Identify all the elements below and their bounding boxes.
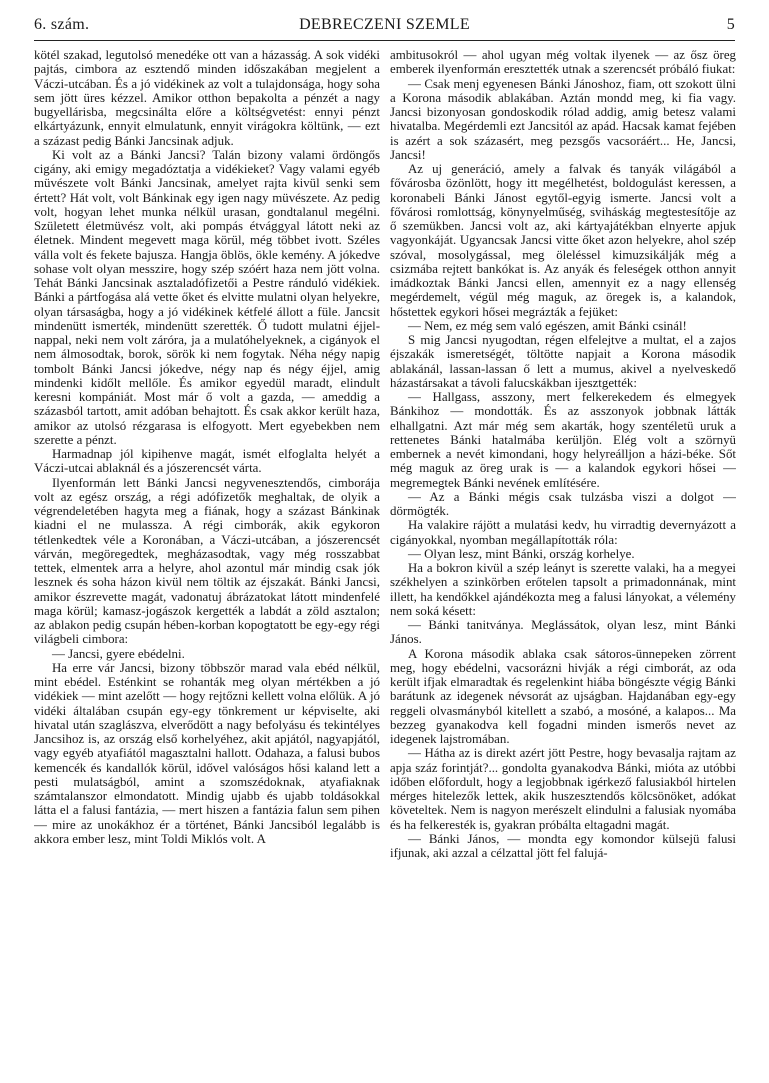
paragraph: — Bánki János, — mondta egy komondor külsejü falusi ifjunak, aki azzal a célzattal jött fel falujá- [390, 831, 736, 860]
right-column [390, 48, 736, 1078]
issue-number: 6. szám. [34, 16, 90, 33]
paragraph: — Nem, ez még sem való egészen, amit Bánki csinál! [408, 318, 687, 333]
paragraph: Ilyenformán lett Bánki Jancsi negyvenesztendős, cimborája volt az egész ország, a régi adófizetők meghaltak, de olyik a végrendeletében hagyta meg a fiának, hogy a százast Bánkinak kiadni el ne mulassza. A régi cimborák, akik egykoron tétlenkedtek véle a Koronában, a Váczi-utcában, a jószerencsét várván, megöregedtek, megházasodtak, vagy még rosszabbat tettek, elmentek arra a helyre, ahol azontul már mindig csak jók lesznek és soha házon kivül nem töltik az éjszakát. Bánki Jancsi, amikor észrevette magát, vadonatuj ábrázatokat látott mindenfelé maga körül; kamasz-jogászok kergették a labdát a zöld asztalon; az ablakon pedig csupán hében-korban kopogtatott be egy-egy régi világbeli cimbora: [34, 475, 380, 647]
page-header [34, 12, 735, 41]
left-column [34, 48, 380, 1078]
paragraph: Az uj generáció, amely a falvak és tanyák világából a fővárosba özönlött, hogy itt megélhetést, boldogulást keressen, a koronabeli Bánki Jánost egytől-egyig ismerte. Jancsi volt a fővárosi romlottság, könynyelműség, sviháskág megtestesítője az ő szemükben. Jancsi volt az, aki kártyajátékban elnyerte apjuk vagyonkáját. Ugyancsak Jancsi vitte őket azon helyekre, ahol szép szóval, mosolygással, meg öleléssel kimuzsikálják még a csizmába rejtett bankókat is. Az anyák és feleségek otthon annyit imádkoztak Bánki Jancsi ellen, amennyit ez a nagy ellenség megérdemelt, végül még maguk, az öregek is, a kalandok, hőstettek egykori hősei megrázták a fejüket: [390, 162, 736, 319]
paragraph: — Jancsi, gyere ebédelni. [52, 646, 185, 661]
paragraph: A Korona második ablaka csak sátoros-ünnepeken zörrent meg, hogy ebédelni, vacsorázni hivják a régi cimborát, az oda került ifjak elmaradtak és regelenkint hiába böngészte végig Bánki barátunk az idegenek névsorát az ujságban. Hajdanában egy-egy reggeli olvasmányból kitellett a szabó, a mosóné, a kalapos... Ma bezzeg gyanakodva kell fogadni minden ismerős nevet az idegenek lajstromában. [390, 646, 736, 746]
paragraph: Harmadnap jól kipihenve magát, ismét elfoglalta helyét a Váczi-utcai ablaknál és a jószerencsét várta. [34, 447, 380, 476]
publication-title: DEBRECZENI SZEMLE [299, 16, 470, 33]
page-number: 5 [726, 16, 735, 33]
paragraph: — Bánki tanitványa. Meglássátok, olyan lesz, mint Bánki János. [390, 618, 736, 647]
paragraph: — Hátha az is direkt azért jött Pestre, hogy bevasalja rajtam az apja száz forintját?... gondolta gyanakodva Bánki, mióta az utóbbi időben előfordult, hogy a legjobbnak igérkező falusiakból hirtelen mérges hitelezők lettek, akik huszesztendős kölcsönöket, adókat követeltek. Nem is nagyon merészelt elindulni a falusiak nyomába és ha felkeresték is, gyakran próbálta eltagadni magát. [390, 746, 736, 832]
paragraph: — Az a Bánki mégis csak tulzásba viszi a dolgot — dörmögték. [390, 489, 736, 518]
paragraph: Ha a bokron kivül a szép leányt is szerette valaki, ha a megyei székhelyen a szinkörben erőtelen tapsolt a primadonnának, mint illett, ha kendőkkel ajándékozta meg a falusi lányokat, a vélemény nem soká késett: [390, 561, 736, 618]
paragraph: Ha valakire rájött a mulatási kedv, hu virradtig devernyázott a cigányokkal, nyomban megállapították róla: [390, 518, 736, 547]
paragraph: Ha erre vár Jancsi, bizony többször marad vala ebéd nélkül, mint ebédel. Esténkint se rohanták meg olyan mértékben a jó vidékiek — mint azelőtt — hogy rejtőzni kellett volna előlük. A jó vidéki általában csupán egy-egy tönkrement ur képviselte, aki hivatal után szaglászva, elverődött a nagy befolyásu és tekintélyes Jancsihoz is, az ország első korhelyéhez, akit apjától, nagyapjától, vagy egyéb atyafiától magasztalni hallott. Odahaza, a falusi bubos kemencék és kandallók körül, idővel valóságos hősi kaland lett a pesti mulatságból, amint a szomszédoknak, atyafiaknak számtalanszor elmondatott. Mindig ujabb és ujabb toldásokkal látta el a falusi fantázia, — mert hiszen a fantázia falun sem pihen — mire az unokákhoz ér a történet, Bánki Jancsiból legalább is akkora ember lesz, mint Toldi Miklós volt. A [34, 660, 380, 846]
paragraph: ambitusokról — ahol ugyan még voltak ilyenek — az ősz öreg emberek ilyenformán eresztették utnak a szerencsét próbáló fiukat: [390, 48, 736, 77]
paragraph: — Olyan lesz, mint Bánki, ország korhelye. [408, 546, 635, 561]
paragraph: S mig Jancsi nyugodtan, régen elfelejtve a multat, el a zajos éjszakák ismeretségét, töltötte napjait a Korona második ablakánál, lassan-lassan ő lett a mumus, akivel a nyelveskedő házastársakat a távoli falucskákban ijesztgették: [390, 333, 736, 390]
paragraph: — Csak menj egyenesen Bánki Jánoshoz, fiam, ott szokott ülni a Korona második ablakában. Aztán mondd meg, ki fia vagy. Jancsi bizonyosan gondoskodik rólad addig, amig betesz valami hivatalba. Megérdemli ezt Jancsitól az apád. Hacsak kamat fejében is azért a sok százasért, meg pezsgős vacsoráért... He, Jancsi, Jancsi! [390, 76, 736, 162]
paragraph: Ki volt az a Bánki Jancsi? Talán bizony valami ördöngős cigány, aki emigy megadóztatja a vidékieket? Vagy valami egyéb müvészete volt Bánki Jancsinak, amelyet rajta kivül senki sem értett? Hát volt, volt Bánkinak egy igen nagy müvészete. Az pedig volt, hogyan lehet munka nélkül urasan, gondtalanul megélni. Született életmüvész volt, aki pompás étvággyal látott neki az életnek. Mindent megevett maga körül, még többet ivott. Széles válla volt és fekete bajusza. Hangja öblös, ökle kemény. A jókedve sohase volt olyan messzire, hogy szép szóért haza nem jött volna. Tehát Bánki Jancsinak asztaladófizetői a Pestre ránduló vidékiek. Bánki a pártfogása alá vette őket és elvitte mulatni olyan helyekre, olyan társaságba, hogy a jó vidékinek kétfelé állott a füle. Jancsit mindenütt ismerték, mindenütt szerették. Ő tudott mulatni éjjel-nappal, neki nem volt záróra, ja a mulatóhelyeknek, a cigányok el nem álmosodtak, borok, sörök ki nem fogytak. Néha négy napig tombolt Bánki Jancsi jókedve, négy nap és négy éjjel, amig mindenki kidőlt mellőle. És amikor egyedül maradt, elindult keresni kompániát. Most már ő volt a gazda, — ameddig a százasból tartott, amit adóban behajtott. És csak akkor került haza, amikor az utolsó rézgarasa is elfogyott. Mert egyebekben nem szerette a pénzt. [34, 147, 380, 447]
paragraph: kötél szakad, legutolsó menedéke ott van a házasság. A sok vidéki pajtás, cimbora az esztendő minden időszakában megjelent a Váczi-utcában. És a jó vidékinek az volt a tulajdonsága, hogy soha sem jött üres kézzel. Amikor otthon bepakolta a pénzét a nagy bugyellárisba, megcsinálta előre a költségvetést: ennyi pénzt elkártyázunk, ennyit elmulatunk, ennyit virágokra költünk, — ezt a százast pedig Bánki Jancsinak adjuk. [34, 48, 380, 148]
paragraph: — Hallgass, asszony, mert felkerekedem és elmegyek Bánkihoz — mondották. És az asszonyok jobbnak látták elhallgatni. Azt már még sem akarták, hogy szentéletü uruk a rettenetes Bánki hatalmába kerüljön. Elég volt a szörnyü embernek a nevét kimondani, hogy helyreálljon a házi-béke. Sőt még maguk az öreg urak is — a kalandok egykori hősei — megremegtek Bánki nevének említésére. [390, 390, 736, 490]
